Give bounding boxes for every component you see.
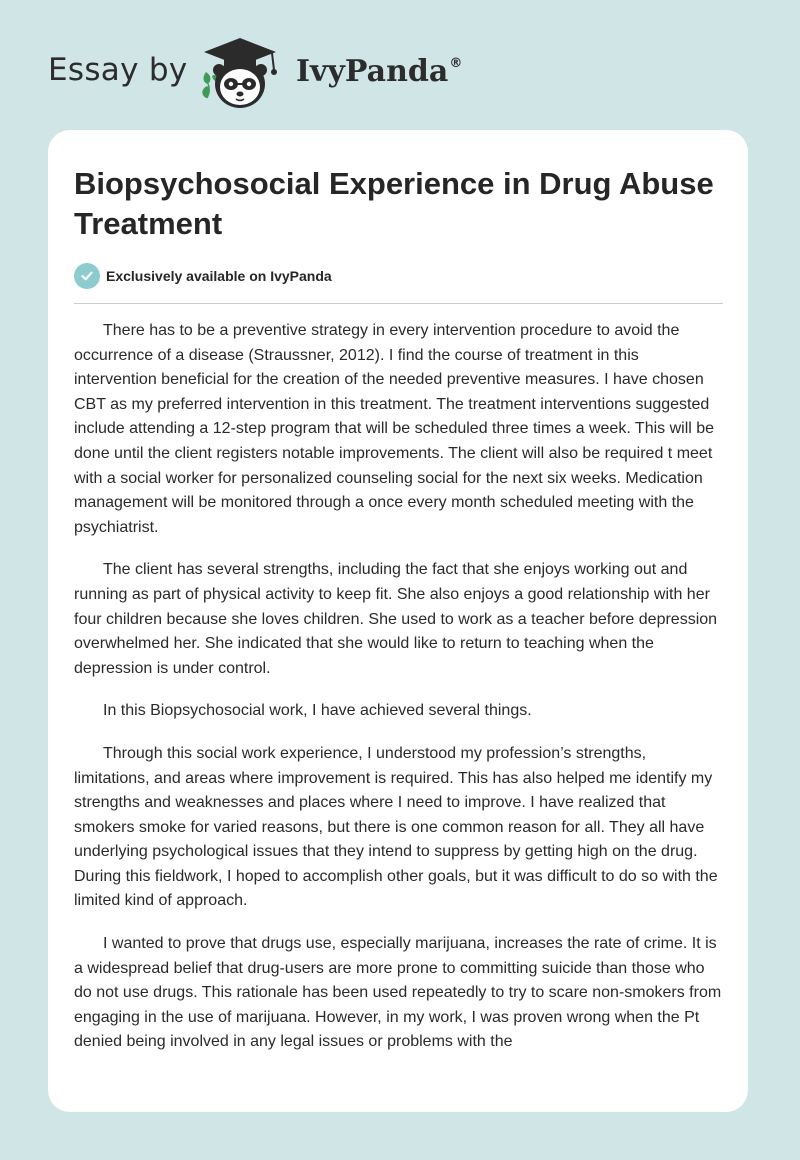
paragraph: I wanted to prove that drugs use, especially marijuana, increases the rate of crime. It is a widespread belief that drug-users are more prone to committing suicide than those who do not use drugs. This rationale has been used repeatedly to try to scare non-smokers from engaging in the use of marijuana. However, in my work, I was proven wrong when the Pt denied being involved in any legal issues or problems with the: [74, 935, 722, 1051]
site-header: [0, 0, 800, 130]
essay-card: [48, 130, 748, 1112]
page-title: Biopsychosocial Experience in Drug Abuse Treatment: [74, 166, 714, 241]
exclusive-label: Exclusively available on IvyPanda: [106, 268, 332, 284]
paragraph: In this Biopsychosocial work, I have achieved several things.: [103, 702, 532, 720]
checkmark-icon: [74, 263, 100, 289]
paragraph: There has to be a preventive strategy in every intervention procedure to avoid the occurrence of a disease (Straussner, 2012). I find the course of treatment in this intervention beneficial for the creation of the needed preventive measures. I have chosen CBT as my preferred intervention in this treatment. The treatment interventions suggested include attending a 12-step program that will be scheduled three times a week. This will be done until the client registers notable improvements. The client will also be required t meet with a social worker for personalized counseling social for the next six weeks. Medication management will be monitored through a once every month scheduled meeting with the psychiatrist.: [74, 322, 715, 536]
exclusive-badge: [74, 262, 332, 290]
paragraph: Through this social work experience, I understood my profession’s strengths, limitations, and areas where improvement is required. This has also helped me identify my strengths and weaknesses and places where I need to improve. I have realized that smokers smoke for varied reasons, but there is one common reason for all. They all have underlying psychological issues that they intend to suppress by getting high on the drug. During this fieldwork, I hoped to accomplish other goals, but it was difficult to do so with the limited kind of approach.: [74, 744, 718, 910]
brand-name[interactable]: [296, 54, 462, 89]
divider: [74, 303, 723, 304]
brand-name-text: IvyPanda: [296, 54, 449, 89]
essay-body: [74, 319, 723, 1073]
paragraph: The client has several strengths, including the fact that she enjoys working out and running as part of physical activity to keep fit. She also enjoys a good relationship with her four children because she loves children. She used to work as a teacher before depression overwhelmed her. She indicated that she would like to return to teaching when the depression is under control.: [74, 561, 718, 677]
panda-graduate-logo-icon[interactable]: [200, 36, 292, 110]
registered-mark: ®: [449, 56, 463, 71]
brand-prefix: Essay by: [48, 52, 188, 88]
